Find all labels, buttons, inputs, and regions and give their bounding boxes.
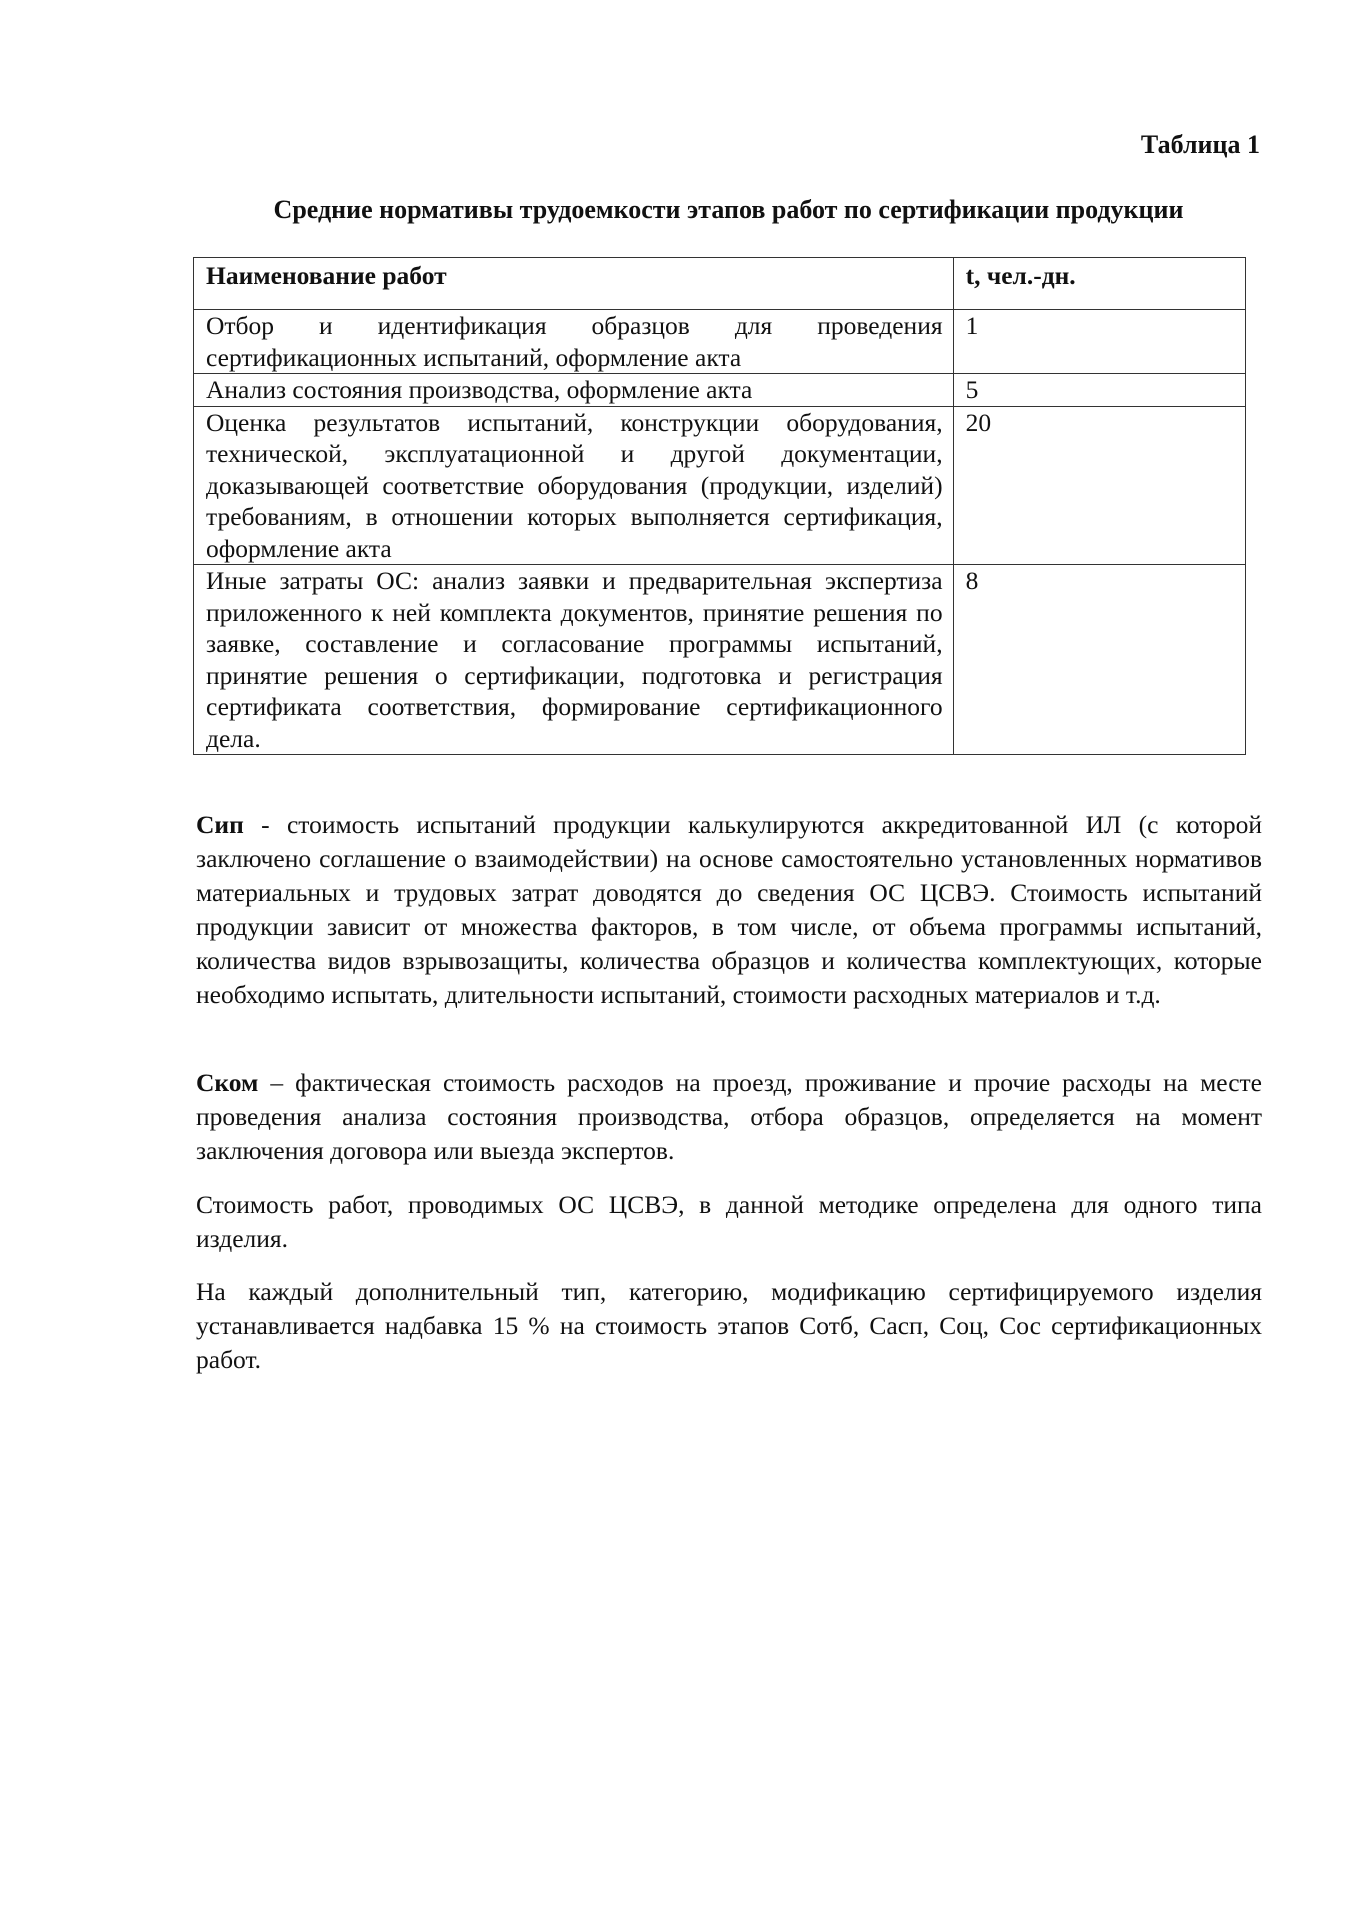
paragraph-sip — [196, 808, 1262, 1012]
row-labor-days: 5 — [953, 374, 1245, 407]
row-work-name: Отбор и идентификация образцов для проведения сертификационных испытаний, оформление акта — [194, 310, 954, 374]
table-row — [194, 310, 1246, 374]
header-labor-days: t, чел.-дн. — [953, 258, 1245, 310]
term-sip: Сип — [196, 810, 244, 839]
row-labor-days: 1 — [953, 310, 1245, 374]
table-row — [194, 565, 1246, 755]
table-row — [194, 374, 1246, 407]
paragraph-sip-text: - стоимость испытаний продукции калькулируются аккредитованной ИЛ (с которой заключено соглашение о взаимодействии) на основе самостоятельно установленных нормативов материальных и трудовых затрат доводятся до сведения ОС ЦСВЭ. Стоимость испытаний продукции зависит от множества факторов, в том числе, от объема программы испытаний, количества видов взрывозащиты, количества образцов и количества комплектующих, которые необходимо испытать, длительности испытаний, стоимости расходных материалов и т.д. — [196, 810, 1262, 1009]
table-caption: Таблица 1 — [1140, 130, 1260, 159]
row-labor-days: 8 — [953, 565, 1245, 755]
paragraph-cost: Стоимость работ, проводимых ОС ЦСВЭ, в данной методике определена для одного типа изделия. — [196, 1190, 1262, 1253]
labor-norms-table — [193, 257, 1246, 755]
table-header-row — [194, 258, 1246, 310]
row-work-name: Иные затраты ОС: анализ заявки и предварительная экспертиза приложенного к ней комплекта документов, принятие решения по заявке, составление и согласование программы испытаний, принятие решения о сертификации, подготовка и регистрация сертификата соответствия, формирование сертификационного дела. — [194, 565, 954, 755]
table-row — [194, 406, 1246, 565]
row-labor-days: 20 — [953, 406, 1245, 565]
row-work-name: Анализ состояния производства, оформление акта — [194, 374, 954, 407]
paragraph-surcharge: На каждый дополнительный тип, категорию, модификацию сертифицируемого изделия устанавливается надбавка 15 % на стоимость этапов Сотб, Сасп, Соц, Сос сертификационных работ. — [196, 1277, 1262, 1374]
term-skom: Ском — [196, 1068, 259, 1097]
paragraph-skom — [196, 1066, 1262, 1168]
header-work-name: Наименование работ — [194, 258, 954, 310]
row-work-name: Оценка результатов испытаний, конструкции оборудования, технической, эксплуатационной и другой документации, доказывающей соответствие оборудования (продукции, изделий) требованиям, в отношении которых выполняется сертификация, оформление акта — [194, 406, 954, 565]
paragraph-skom-text: – фактическая стоимость расходов на проезд, проживание и прочие расходы на месте проведения анализа состояния производства, отбора образцов, определяется на момент заключения договора или выезда экспертов. — [196, 1068, 1262, 1165]
table-title: Средние нормативы трудоемкости этапов работ по сертификации продукции — [273, 195, 1184, 224]
